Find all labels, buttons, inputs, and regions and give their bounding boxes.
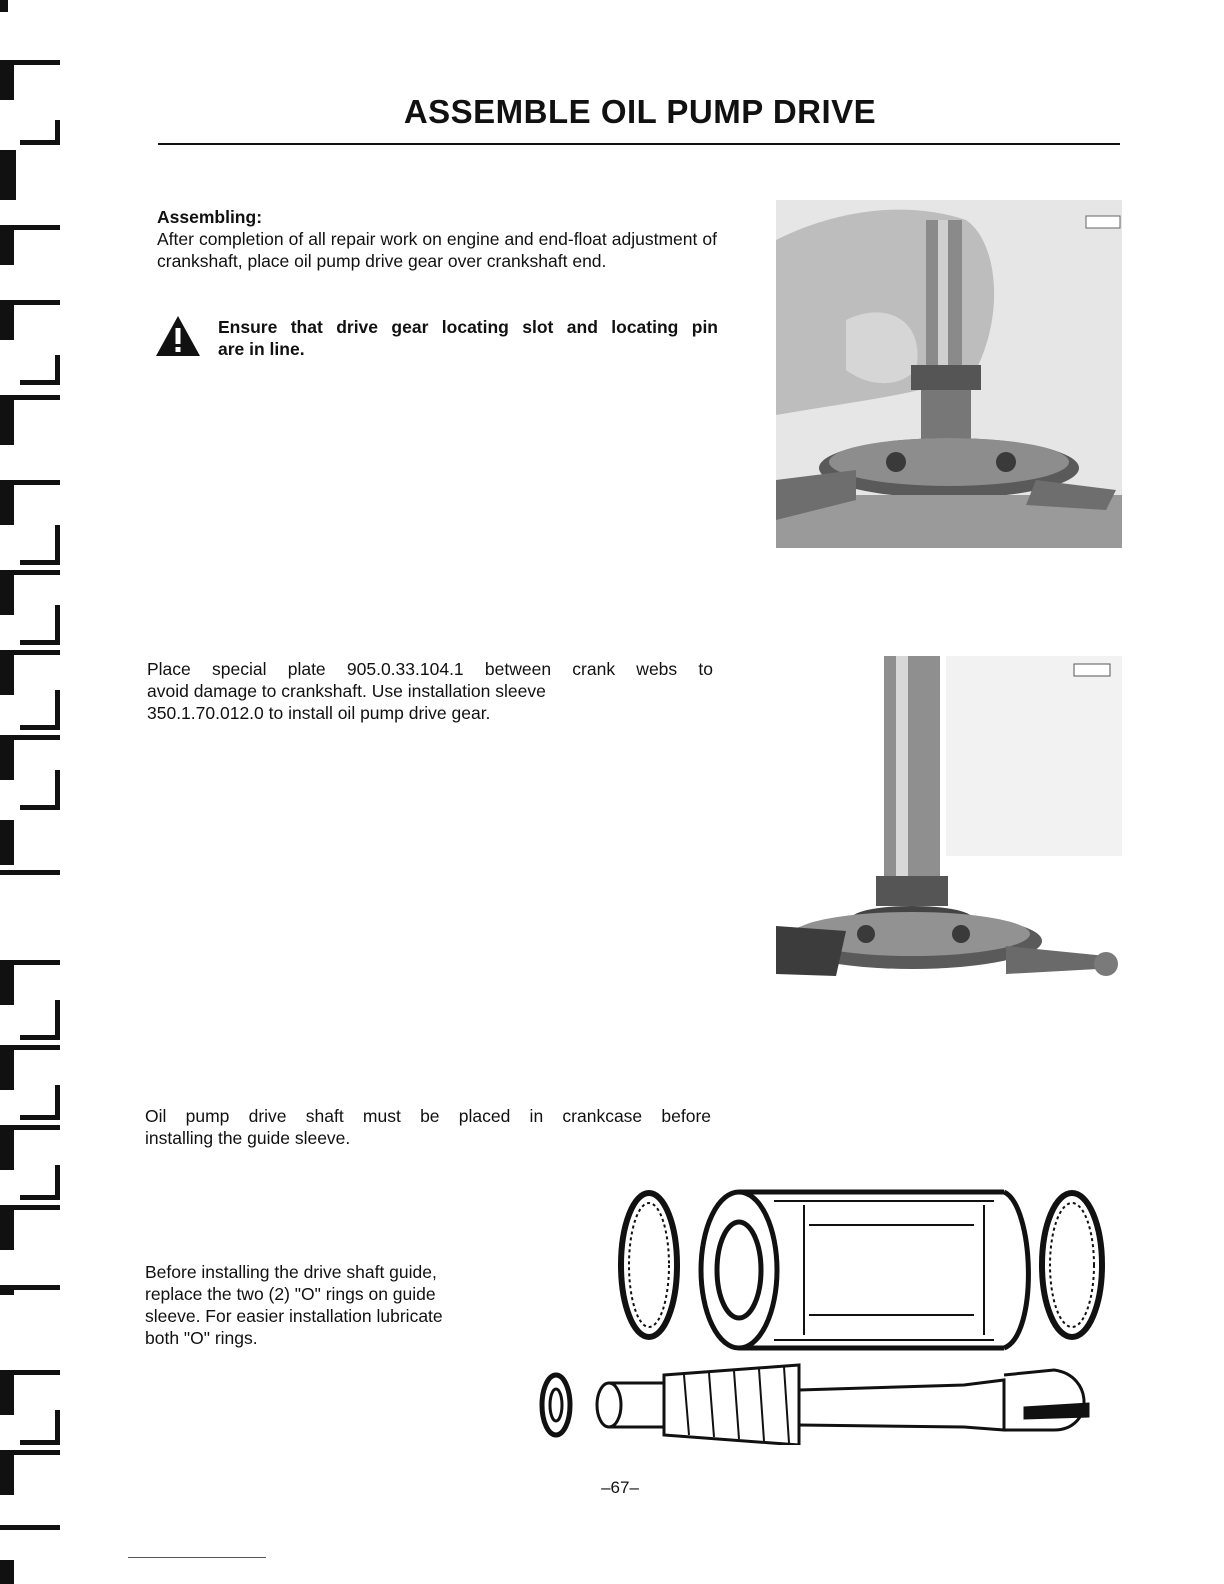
footer-line: [128, 1557, 266, 1558]
assembling-body: After completion of all repair work on engine and end-float adjustment of crankshaft, place oil pump drive gear over crankshaft end.: [157, 229, 717, 271]
page-number: –67–: [601, 1478, 639, 1497]
drive-shaft-line-2: installing the guide sleeve.: [145, 1128, 351, 1148]
drive-shaft-line-1: Oil pump drive shaft must be placed in crankcase before: [145, 1106, 711, 1126]
warning-line-2: are in line.: [218, 339, 305, 359]
o-rings-line-4: both "O" rings.: [145, 1328, 258, 1348]
assembling-heading: Assembling:: [157, 207, 263, 227]
binding-edge: [0, 0, 70, 1584]
photo-drive-gear-over-crankshaft: [776, 200, 1122, 548]
warning-triangle-icon: [154, 314, 202, 358]
warning-line-1: Ensure that drive gear locating slot and locating pin: [218, 317, 718, 337]
special-plate-line-3: 350.1.70.012.0 to install oil pump drive gear.: [147, 703, 491, 723]
photo-installation-sleeve: [776, 656, 1122, 996]
o-rings-line-1: Before installing the drive shaft guide,: [145, 1262, 437, 1282]
o-rings-line-2: replace the two (2) "O" rings on guide: [145, 1284, 436, 1304]
special-plate-line-2: avoid damage to crankshaft. Use installation sleeve: [147, 681, 546, 701]
title-rule: [158, 143, 1120, 145]
guide-sleeve-exploded-drawing: [534, 1185, 1120, 1445]
special-plate-line-1: Place special plate 905.0.33.104.1 between crank webs to: [147, 659, 713, 679]
o-rings-line-3: sleeve. For easier installation lubricate: [145, 1306, 443, 1326]
page-title: ASSEMBLE OIL PUMP DRIVE: [403, 93, 877, 130]
